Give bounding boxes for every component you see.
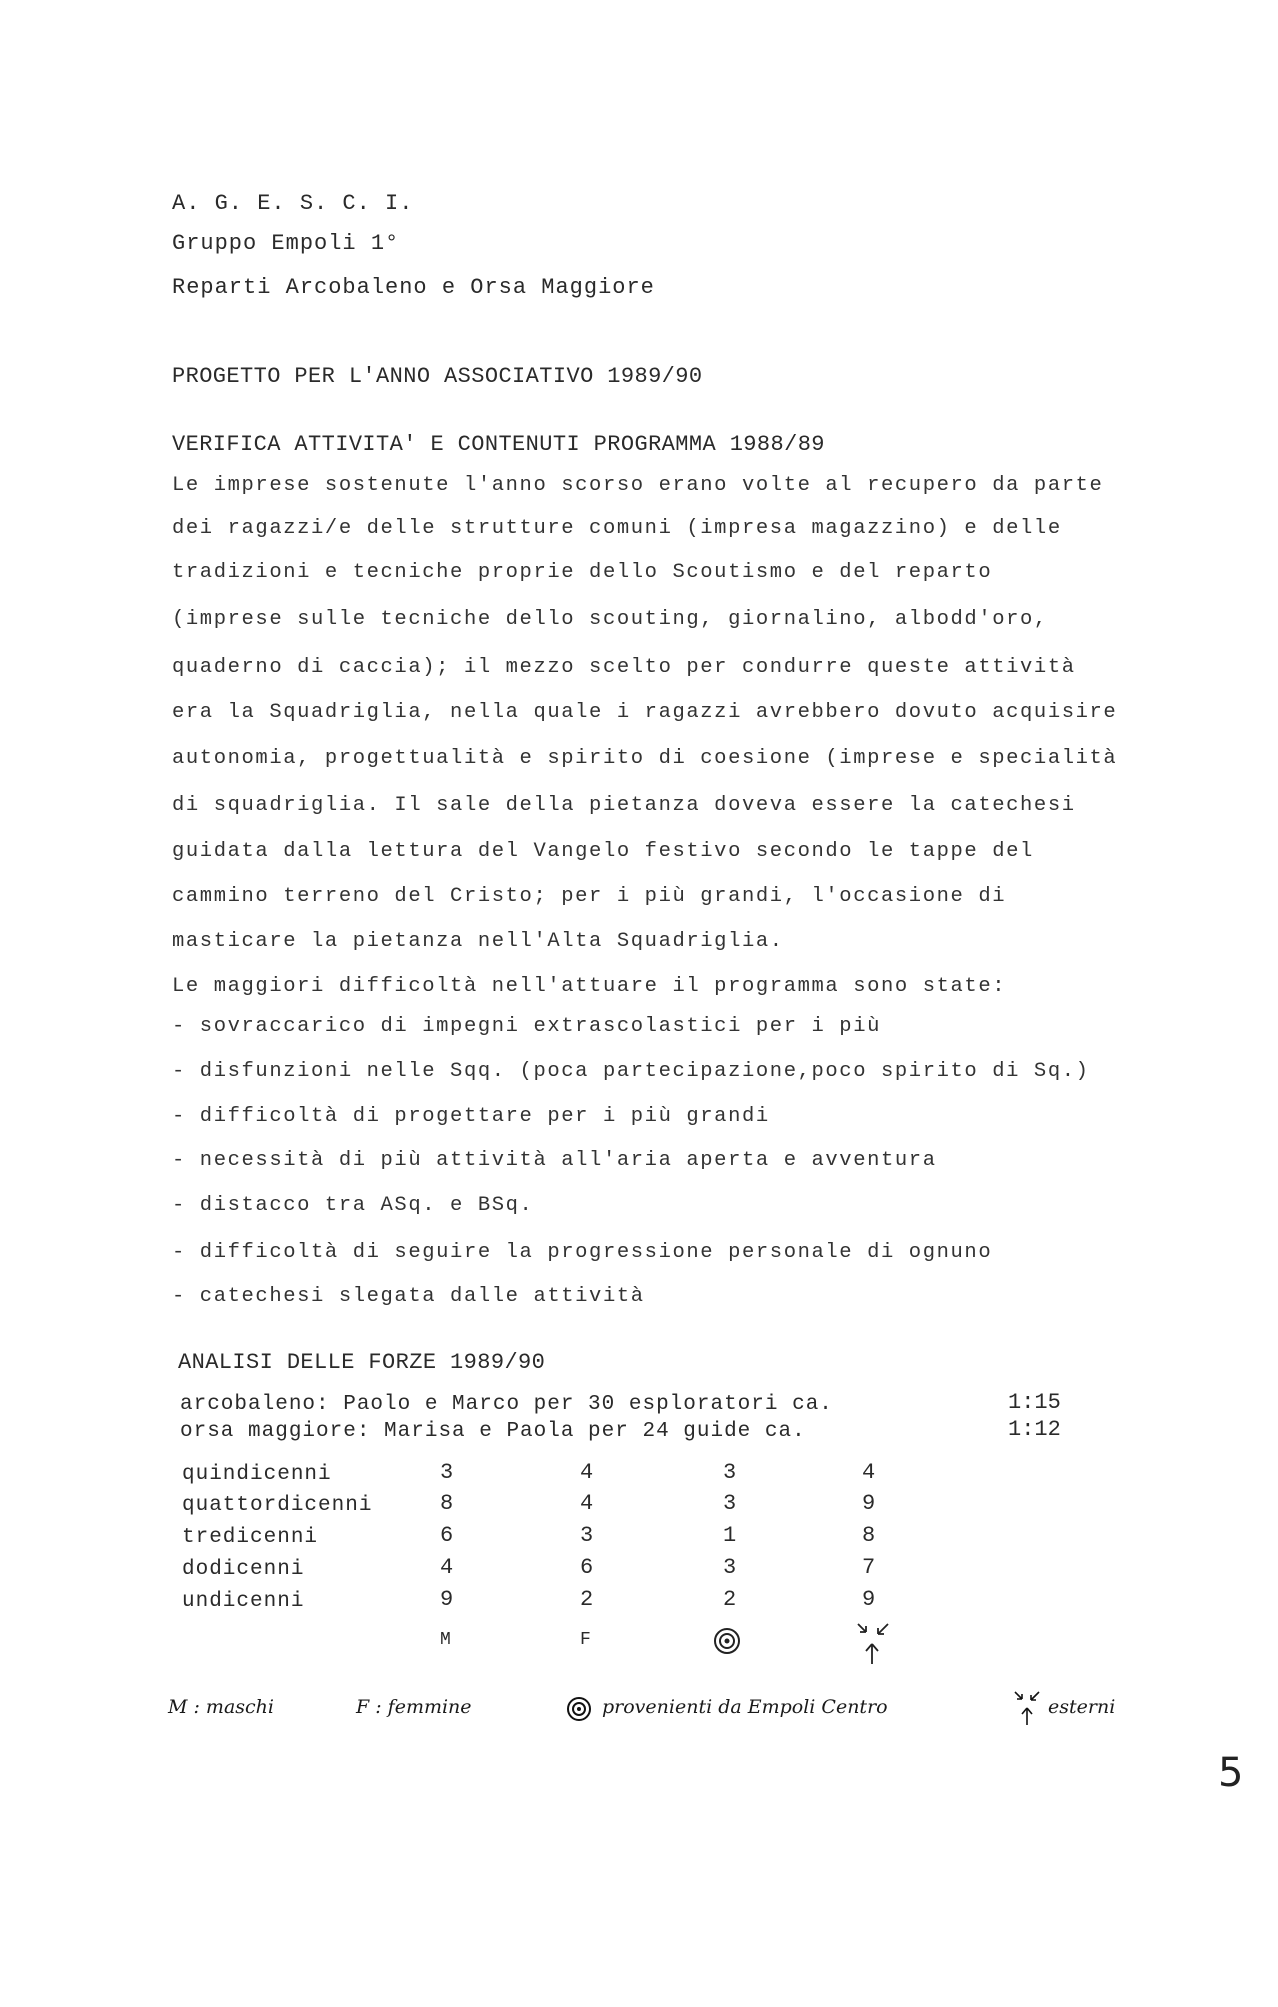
table-row-label: dodicenni xyxy=(182,1558,305,1581)
difficulty-item: - sovraccarico di impegni extrascolastici per i più xyxy=(172,1015,882,1038)
paragraph-line: tradizioni e tecniche proprie dello Scoutismo e del reparto xyxy=(172,561,993,584)
table-cell: 6 xyxy=(440,1523,454,1548)
table-row-label: quindicenni xyxy=(182,1463,332,1486)
legend-m: M : maschi xyxy=(168,1696,274,1718)
paragraph-line: Le imprese sostenute l'anno scorso erano volte al recupero da parte xyxy=(172,474,1104,497)
table-cell: 3 xyxy=(723,1491,737,1516)
table-cell: 8 xyxy=(862,1523,876,1548)
difficulty-item: - distacco tra ASq. e BSq. xyxy=(172,1194,534,1217)
table-cell: 2 xyxy=(723,1587,737,1612)
org-name: A. G. E. S. C. I. xyxy=(172,191,414,216)
table-cell: 6 xyxy=(580,1555,594,1580)
table-cell: 1 xyxy=(723,1523,737,1548)
table-row-label: quattordicenni xyxy=(182,1494,373,1517)
difficulty-item: - necessità di più attività all'aria aperta e avventura xyxy=(172,1149,937,1172)
target-circle-icon xyxy=(712,1626,742,1656)
legend-f: F : femmine xyxy=(356,1696,472,1718)
table-cell: 4 xyxy=(580,1460,594,1485)
paragraph-line: autonomia, progettualità e spirito di coesione (imprese e specialità xyxy=(172,747,1118,770)
table-cell: 8 xyxy=(440,1491,454,1516)
project-title: PROGETTO PER L'ANNO ASSOCIATIVO 1989/90 xyxy=(172,364,703,389)
table-row-label: tredicenni xyxy=(182,1526,319,1549)
paragraph-line: masticare la pietanza nell'Alta Squadriglia. xyxy=(172,930,784,953)
table-cell: 9 xyxy=(862,1587,876,1612)
column-symbol-m: M xyxy=(440,1630,451,1650)
difficulty-item: - difficoltà di seguire la progressione personale di ognuno xyxy=(172,1241,993,1264)
table-cell: 9 xyxy=(440,1587,454,1612)
converging-arrows-icon xyxy=(850,1618,896,1668)
ratio-value: 1:15 xyxy=(1008,1390,1061,1415)
paragraph-line: cammino terreno del Cristo; per i più grandi, l'occasione di xyxy=(172,885,1007,908)
table-cell: 3 xyxy=(723,1555,737,1580)
analysis-title: ANALISI DELLE FORZE 1989/90 xyxy=(178,1350,546,1375)
paragraph-line: guidata dalla lettura del Vangelo festivo secondo le tappe del xyxy=(172,840,1034,863)
ratio-line: arcobaleno: Paolo e Marco per 30 esploratori ca. xyxy=(180,1393,833,1416)
table-cell: 2 xyxy=(580,1587,594,1612)
paragraph-line: (imprese sulle tecniche dello scouting, giornalino, albodd'oro, xyxy=(172,608,1048,631)
paragraph-line: dei ragazzi/e delle strutture comuni (impresa magazzino) e delle xyxy=(172,517,1062,540)
converging-arrows-icon xyxy=(1010,1688,1044,1728)
units-name: Reparti Arcobaleno e Orsa Maggiore xyxy=(172,275,655,300)
column-symbol-f: F xyxy=(580,1630,591,1650)
legend-esterni: esterni xyxy=(1048,1696,1116,1718)
table-cell: 4 xyxy=(440,1555,454,1580)
legend-centro: provenienti da Empoli Centro xyxy=(602,1696,888,1718)
paragraph-line: di squadriglia. Il sale della pietanza doveva essere la catechesi xyxy=(172,794,1076,817)
table-row-label: undicenni xyxy=(182,1590,305,1613)
table-cell: 3 xyxy=(723,1460,737,1485)
table-cell: 7 xyxy=(862,1555,876,1580)
difficulty-item: - catechesi slegata dalle attività xyxy=(172,1285,645,1308)
target-circle-icon xyxy=(566,1696,592,1722)
group-name: Gruppo Empoli 1° xyxy=(172,231,400,256)
table-cell: 3 xyxy=(440,1460,454,1485)
difficulty-item: - disfunzioni nelle Sqq. (poca partecipazione,poco spirito di Sq.) xyxy=(172,1060,1090,1083)
ratio-value: 1:12 xyxy=(1008,1417,1061,1442)
table-cell: 3 xyxy=(580,1523,594,1548)
difficulty-item: - difficoltà di progettare per i più grandi xyxy=(172,1105,770,1128)
table-cell: 9 xyxy=(862,1491,876,1516)
table-cell: 4 xyxy=(862,1460,876,1485)
paragraph-line: era la Squadriglia, nella quale i ragazzi avrebbero dovuto acquisire xyxy=(172,701,1118,724)
page-number: 5 xyxy=(1218,1750,1244,1796)
ratio-line: orsa maggiore: Marisa e Paola per 24 guide ca. xyxy=(180,1420,806,1443)
table-cell: 4 xyxy=(580,1491,594,1516)
difficulties-intro: Le maggiori difficoltà nell'attuare il programma sono state: xyxy=(172,975,1007,998)
paragraph-line: quaderno di caccia); il mezzo scelto per condurre queste attività xyxy=(172,656,1076,679)
verification-title: VERIFICA ATTIVITA' E CONTENUTI PROGRAMMA 1988/89 xyxy=(172,432,825,457)
